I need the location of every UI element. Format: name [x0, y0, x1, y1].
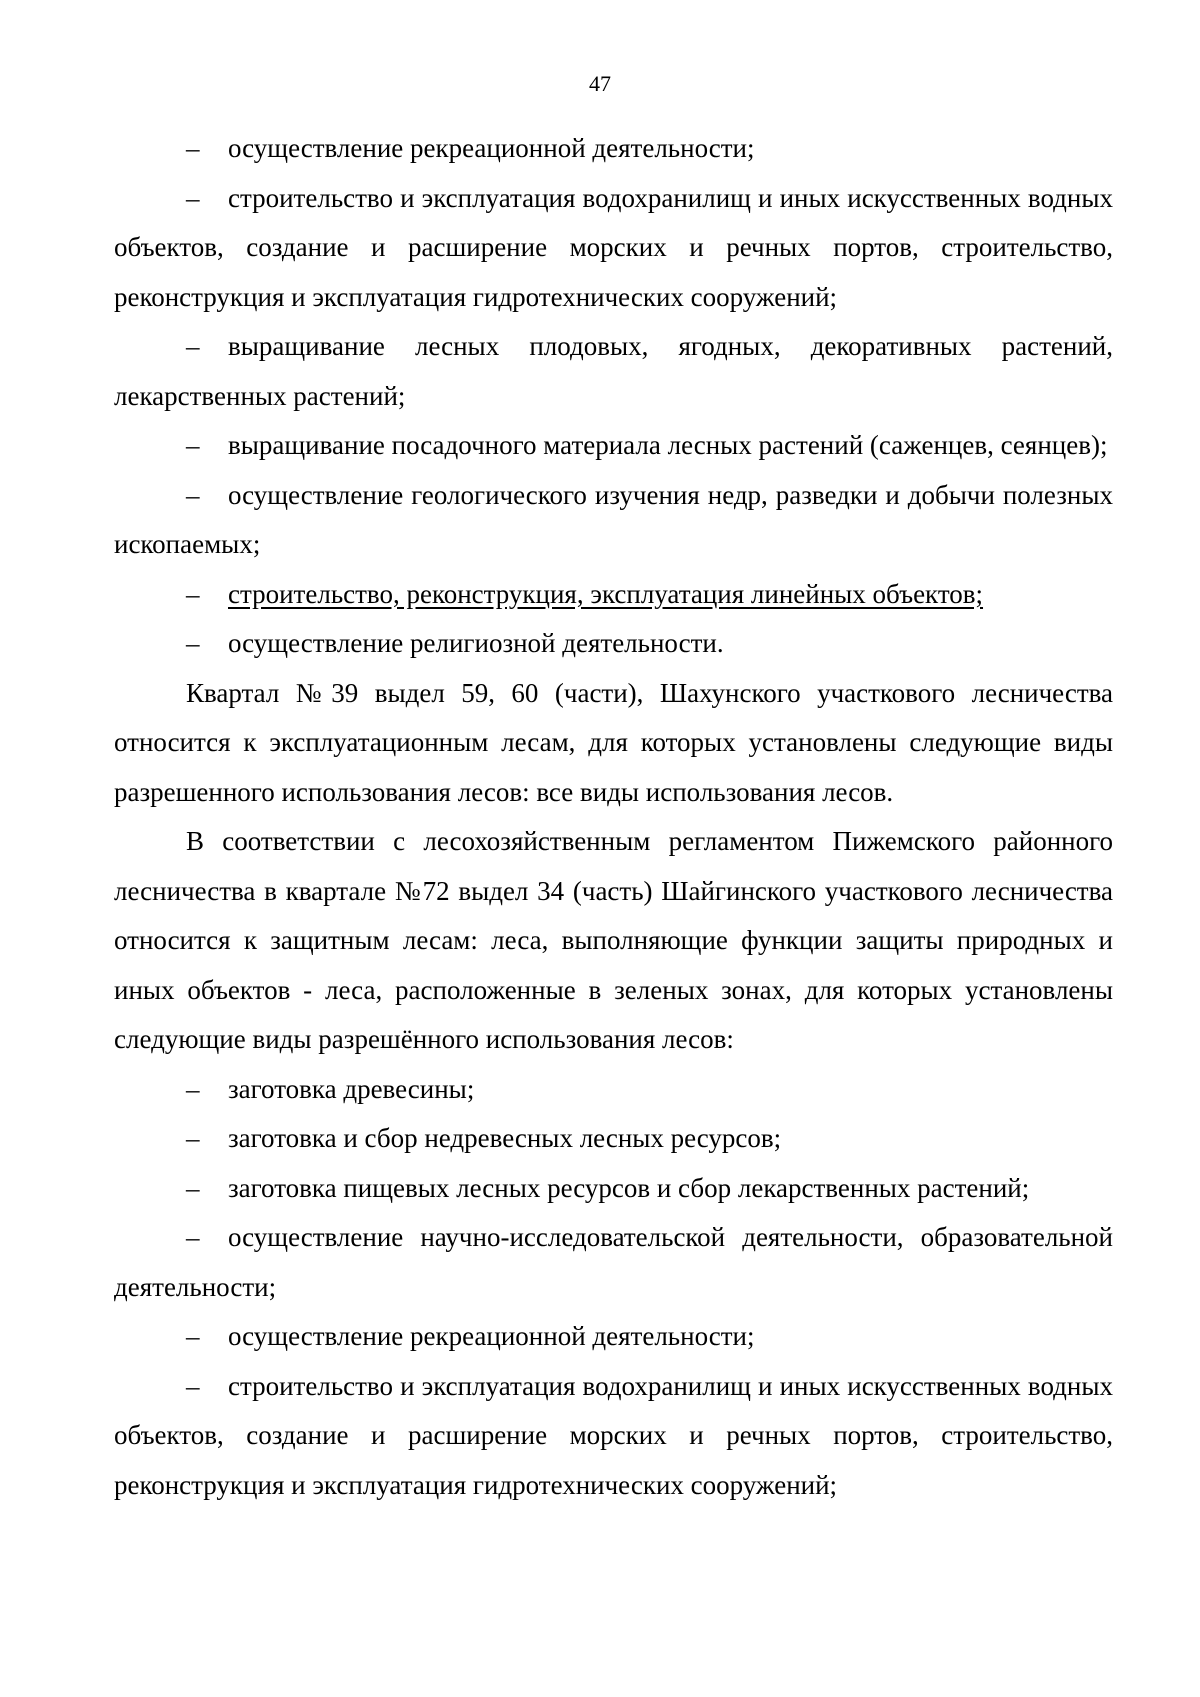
- document-body: [114, 124, 1113, 1510]
- list-item-text: заготовка пищевых лесных ресурсов и сбор лекарственных растений;: [228, 1172, 1030, 1203]
- list-item-text: осуществление рекреационной деятельности;: [228, 133, 755, 163]
- list-dash: –: [186, 331, 200, 361]
- list-item: [114, 1362, 1113, 1511]
- list-item-text: осуществление рекреационной деятельности;: [228, 1321, 755, 1351]
- list-dash: –: [186, 1222, 200, 1252]
- list-dash: –: [186, 628, 200, 658]
- list-item-text: заготовка древесины;: [228, 1073, 475, 1104]
- list-dash: –: [186, 133, 200, 163]
- list-item: [114, 124, 1113, 174]
- list-item-text: строительство и эксплуатация водохранилищ и иных искусственных водных объектов, создание и расширение морских и речных портов, строительство, реконструкция и эксплуатация гидротехнических сооружений;: [114, 182, 1113, 312]
- permitted-uses-list-1: [114, 124, 1113, 669]
- paragraph-kvartal-39: Квартал №39 выдел 59, 60 (части), Шахунского участкового лесничества относится к эксплуатационным лесам, для которых установлены следующие виды разрешенного использования лесов: все виды использования лесов.: [114, 677, 1113, 807]
- permitted-uses-list-2: [114, 1065, 1113, 1511]
- list-item: [114, 1312, 1113, 1362]
- list-dash: –: [186, 430, 200, 460]
- list-item: [114, 1065, 1113, 1115]
- paragraph-pizhemskoe: В соответствии с лесохозяйственным регламентом Пижемского районного лесничества в квартале №72 выдел 34 (часть) Шайгинского участкового лесничества относится к защитным лесам: леса, выполняющие функции защиты природных и иных объектов - леса, расположенные в зеленых зонах, для которых установлены следующие виды разрешённого использования лесов:: [114, 826, 1113, 1054]
- list-dash: –: [186, 182, 200, 213]
- list-item-text: осуществление геологического изучения недр, разведки и добычи полезных ископаемых;: [114, 479, 1113, 559]
- list-item-text: выращивание лесных плодовых, ягодных, декоративных растений, лекарственных растений;: [114, 331, 1113, 411]
- list-dash: –: [186, 1370, 200, 1401]
- list-item: [114, 322, 1113, 421]
- list-item: [114, 619, 1113, 669]
- list-item: [114, 1213, 1113, 1312]
- list-dash: –: [186, 1073, 200, 1104]
- list-dash: –: [186, 578, 200, 609]
- list-item-text-underlined: строительство, реконструкция, эксплуатация линейных объектов;: [228, 578, 984, 609]
- list-item: [114, 1114, 1113, 1164]
- list-item: [114, 1164, 1113, 1214]
- list-item: [114, 471, 1113, 570]
- list-item: [114, 421, 1113, 471]
- list-item: [114, 570, 1113, 620]
- list-item-text: строительство и эксплуатация водохранилищ и иных искусственных водных объектов, создание и расширение морских и речных портов, строительство, реконструкция и эксплуатация гидротехнических сооружений;: [114, 1370, 1113, 1500]
- list-item-text: осуществление религиозной деятельности.: [228, 628, 724, 658]
- list-item-text: выращивание посадочного материала лесных растений (саженцев, сеянцев);: [228, 430, 1108, 460]
- list-item-text: заготовка и сбор недревесных лесных ресурсов;: [228, 1123, 782, 1153]
- list-item-text: осуществление научно-исследовательской деятельности, образовательной деятельности;: [114, 1222, 1113, 1302]
- list-dash: –: [186, 1123, 200, 1153]
- list-dash: –: [186, 1172, 200, 1203]
- page-number: 47: [589, 71, 611, 96]
- list-dash: –: [186, 479, 200, 510]
- list-item: [114, 174, 1113, 323]
- list-dash: –: [186, 1321, 200, 1351]
